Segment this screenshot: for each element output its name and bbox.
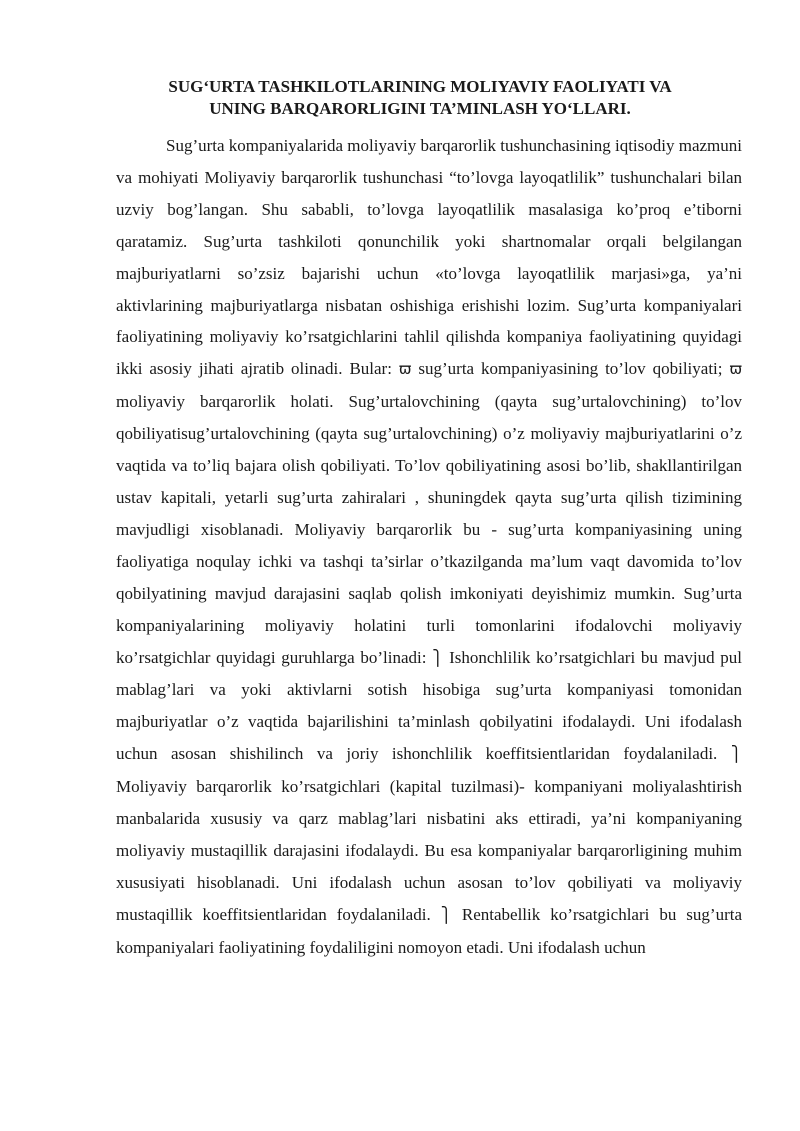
page-title <box>100 76 740 120</box>
bracket-glyph-2: ⎫ <box>730 745 742 764</box>
middle-text: moliyaviy barqarorlik holati. Sug’urtalovchining (qayta sug’urtalovchining) to’lov qobiliyatisug’urtalovchining (qayta sug’urtalovchining) o’z moliyaviy majburiyatlarini o’z vaqtida va to’liq bajara olish qobiliyati. To’lov qobiliyatining asosi bo’lib, shakllantirilgan ustav kapitali, yetarli sug’urta zahiralari , shuningdek qayta sug’urta qilish tizimining mavjudligi xisoblanadi. Moliyaviy barqarorlik bu - sug’urta kompaniyasining uning faoliyatiga noqulay ichki va tashqi ta’sirlar o’tkazilganda ma’lum vaqt davomida to’lov qobilyatining mavjud darajasini saqlab qolish imkoniyati deyishimiz mumkin. Sug’urta kompaniyalarining moliyaviy holatini turli tomonlarini ifodalovchi moliyaviy ko’rsatgichlar quyidagi guruhlarga bo’linadi: <box>116 392 742 667</box>
reliability-text: Ishonchlilik ko’rsatgichlari bu mavjud pul mablag’lari va yoki aktivlarni sotish hisobiga sug’urta kompaniyasi tomonidan majburiyatlar o’z vaqtida bajarilishini ta’minlash qobilyatini ifodalaydi. Uni ifodalash uchun asosan shishilinch va joriy ishonchlilik koeffitsientlaridan foydalaniladi. <box>116 647 742 764</box>
title-line-1: SUG‘URTA TASHKILOTLARINING MOLIYAVIY FAOLIYATI VA <box>168 77 672 96</box>
stability-text: Moliyaviy barqarorlik ko’rsatgichlari (kapital tuzilmasi)- kompaniyani moliyalashtirish manbalarida xususiy va qarz mablag’lari nisbatini aks ettiradi, ya’ni kompaniyaning moliyaviy mustaqillik darajasini ifodalaydi. Bu esa kompaniyalar barqarorligining muhim xususiyati hisoblanadi. Uni ifodalash uchun asosan to’lov qobiliyati va moliyaviy mustaqillik koeffitsientlaridan foydalaniladi. <box>116 777 742 924</box>
bracket-glyph-3: ⎫ <box>440 905 452 924</box>
body-paragraph <box>116 130 742 964</box>
profitability-text: Rentabellik ko’rsatgichlari bu sug’urta kompaniyalari faoliyatining foydaliligini nomoyon etadi. Uni ifodalash uchun <box>116 904 742 957</box>
intro-text: Sug’urta kompaniyalarida moliyaviy barqarorlik tushunchasining iqtisodiy mazmuni va mohiyati Moliyaviy barqarorlik tushunchasi “to’lovga layoqatlilik” tushunchalari bilan uzviy bog’langan. Shu sababli, to’lovga layoqatlilik masalasiga ko’proq e’tiborni qaratamiz. Sug’urta tashkiloti qonunchilik yoki shartnomalar orqali belgilangan majburiyatlarni so’zsiz bajarishi uchun «to’lovga layoqatlilik marjasi»ga, ya’ni aktivlarining majburiyatlarga nisbatan oshishiga erishishi lozim. Sug’urta kompaniyalari faoliyatining moliyaviy ko’rsatgichlarini tahlil qilishda kompaniya faoliyatining quyidagi ikki asosiy jihati ajratib olinadi. Bular: <box>116 136 742 379</box>
bracket-glyph-1: ⎫ <box>432 648 444 667</box>
title-line-2: UNING BARQARORLIGINI TA’MINLASH YO‘LLARI. <box>209 99 631 118</box>
bullet-glyph-1: ϖ <box>398 360 412 379</box>
item-solvency: sug’urta kompaniyasining to’lov qobiliyati; <box>411 359 730 379</box>
bullet-glyph-2: ϖ <box>729 360 742 379</box>
